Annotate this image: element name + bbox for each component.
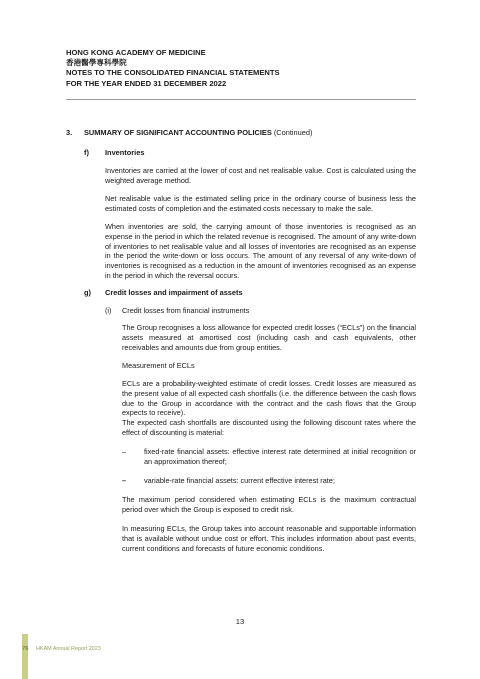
section-suffix: (Continued) [271,128,313,137]
credit-losses-paragraph-4: The maximum period considered when estimating ECLs is the maximum contractual period over which the Group is exposed to credit risk. [122,495,416,514]
credit-losses-paragraph-1: The Group recognises a loss allowance for expected credit losses (“ECLs”) on the financial assets measured at amortised cost (including cash and cash equivalents, other receivables and amounts due from group entities. [122,323,416,352]
credit-losses-paragraph-3: The expected cash shortfalls are discounted using the following discount rates where the effect of discounting is material: [122,418,416,437]
credit-losses-paragraph-5: In measuring ECLs, the Group takes into account reasonable and supportable information that is available without undue cost or effort. This includes information about past events, current conditions and forecasts of future economic conditions. [122,524,416,553]
bullet-text: fixed-rate financial assets: effective interest rate determined at initial recognition or an approximation thereof; [144,447,416,466]
notes-title: NOTES TO THE CONSOLIDATED FINANCIAL STATEMENTS [66,68,280,78]
period-title: FOR THE YEAR ENDED 31 DECEMBER 2022 [66,78,227,88]
roman-numeral: (i) [105,306,112,315]
header-divider [66,99,416,100]
measurement-heading: Measurement of ECLs [122,361,195,370]
org-name-chinese: 香港醫學專科學院 [66,58,127,68]
inventories-paragraph-1: Inventories are carried at the lower of cost and net realisable value. Cost is calculated using the weighted average method. [105,166,416,185]
bullet-item [122,476,416,486]
inventories-paragraph-3: When inventories are sold, the carrying amount of those inventories is recognised as an expense in the period in which the related revenue is recognised. The amount of any write-down of inventories to net realisable value and all losses of inventories are recognised as an expense in the period the write-down or loss occurs. The amount of any reversal of any write-down of inventories is recognised as a reduction in the amount of inventories recognised as an expense in the period in which the reversal occurs. [105,222,416,280]
credit-losses-subheading: Credit losses from financial instruments [122,306,250,315]
subsection-g-title: Credit losses and impairment of assets [105,288,243,297]
bullet-text: variable-rate financial assets: current effective interest rate; [144,476,335,485]
subsection-g-letter: g) [84,288,91,297]
bullet-dash: – [122,476,127,485]
org-name: HONG KONG ACADEMY OF MEDICINE [66,48,206,57]
bullet-item [122,447,416,467]
section-heading [66,128,312,137]
credit-losses-paragraph-2: ECLs are a probability-weighted estimate of credit losses. Credit losses are measured as the present value of all expected cash shortfalls (i.e. the difference between the cash flows due to the Group in accordance with the contract and the cash flows that the Group expects to receive). [122,379,416,418]
subsection-f-title: Inventories [105,148,145,157]
document-header [66,48,416,89]
footer-page-number: 76 [22,646,29,652]
subsection-f-letter: f) [84,148,89,157]
footer-report-title: HKAM Annual Report 2023 [36,646,101,652]
bullet-dash: – [122,447,127,456]
section-number: 3. [66,128,73,137]
footer-accent-bar [22,634,28,679]
section-title: SUMMARY OF SIGNIFICANT ACCOUNTING POLICIES [84,128,272,137]
page-number: 13 [235,617,245,626]
inventories-paragraph-2: Net realisable value is the estimated selling price in the ordinary course of business less the estimated costs of completion and the estimated costs necessary to make the sale. [105,194,416,213]
